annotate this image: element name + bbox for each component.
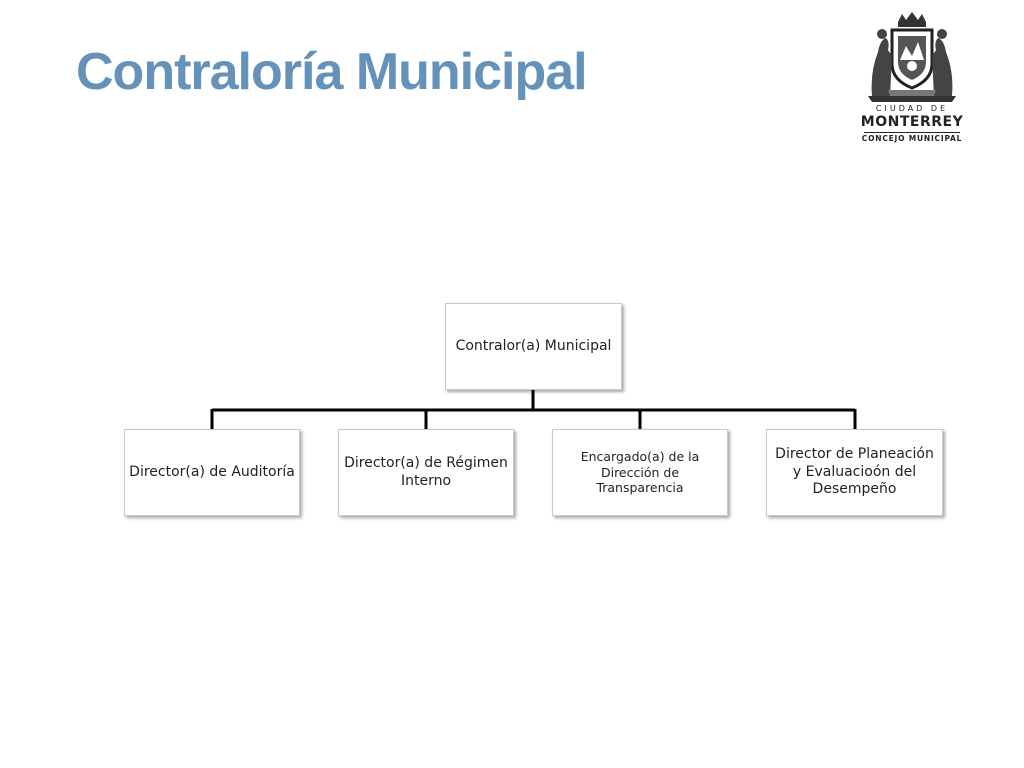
org-node-auditoria xyxy=(124,429,300,516)
org-node-transparencia xyxy=(552,429,728,516)
org-node-label: Director(a) de Auditoría xyxy=(129,463,295,480)
slide-title: Contraloría Municipal xyxy=(76,43,587,101)
logo-council-label: CONCEJO MUNICIPAL xyxy=(861,134,963,143)
org-node-label: Contralor(a) Municipal xyxy=(455,337,612,354)
org-node-label: Director de Planeación y Evaluacioón del Desempeño xyxy=(775,446,934,498)
org-node-regimen-interno xyxy=(338,429,514,516)
org-node-label: Encargado(a) de la Dirección de Transparencia xyxy=(580,449,700,496)
org-node-label: Director(a) de Régimen Interno xyxy=(344,455,508,489)
org-node-contralor xyxy=(445,303,622,390)
logo-city-name: MONTERREY xyxy=(860,114,964,130)
logo-city-label: CIUDAD DE xyxy=(875,104,949,113)
org-node-planeacion xyxy=(766,429,943,516)
